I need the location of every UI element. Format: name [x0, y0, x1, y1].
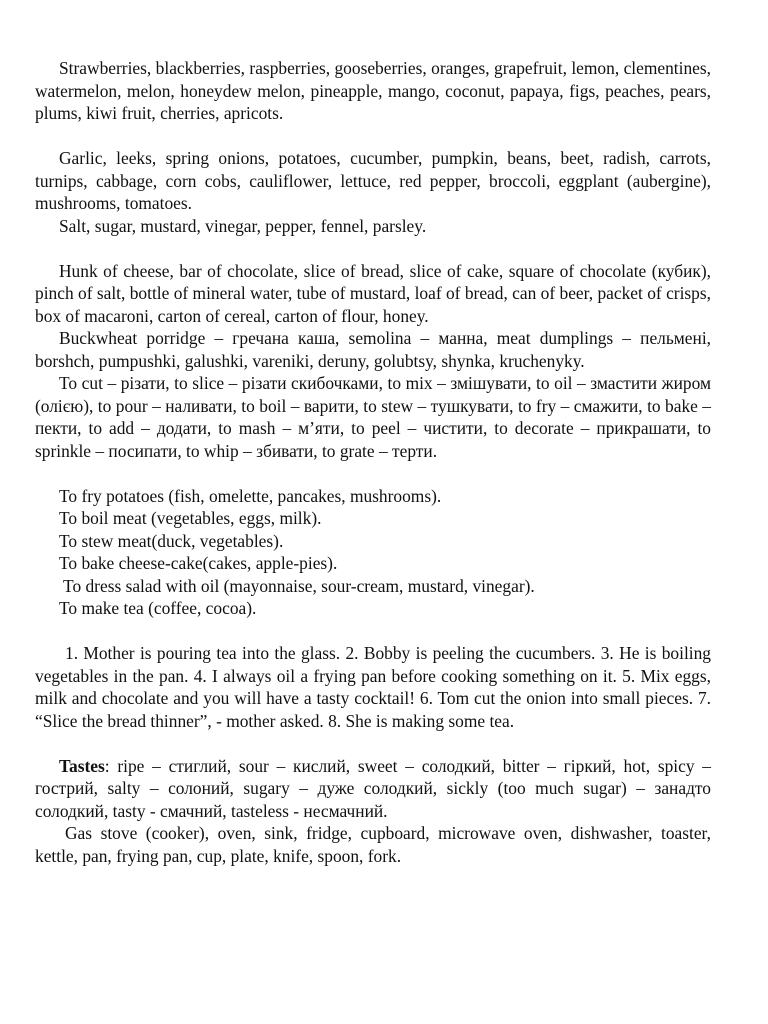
vegetables-paragraph: Garlic, leeks, spring onions, potatoes, cucumber, pumpkin, beans, beet, radish, carrots, turnips, cabbage, corn cobs, cauliflower, lettuce, red pepper, broccoli, eggplant (aubergine), mushrooms, tomatoes. — [35, 148, 711, 213]
phrase-line: To fry potatoes (fish, omelette, pancakes, mushrooms). — [59, 485, 442, 506]
seasonings-paragraph: Salt, sugar, mustard, vinegar, pepper, fennel, parsley. — [59, 215, 427, 236]
kitchen-paragraph: Gas stove (cooker), oven, sink, fridge, cupboard, microwave oven, dishwasher, toaster, kettle, pan, frying pan, cup, plate, knife, spoon, fork. — [35, 823, 711, 866]
phrase-line: To stew meat(duck, vegetables). — [59, 530, 284, 551]
document-page — [35, 57, 711, 867]
dishes-paragraph: Buckwheat porridge – гречана каша, semolina – манна, meat dumplings – пельмені, borshch, pumpushki, galushki, vareniki, deruny, golubtsy, shynka, kruchenyky. — [35, 328, 711, 371]
tastes-label: Tastes — [59, 755, 105, 776]
tastes-paragraph — [35, 755, 711, 823]
phrase-line: To dress salad with oil (mayonnaise, sour-cream, mustard, vinegar). — [59, 575, 535, 596]
spacer — [35, 237, 711, 260]
fruits-paragraph: Strawberries, blackberries, raspberries, gooseberries, oranges, grapefruit, lemon, clementines, watermelon, melon, honeydew melon, pineapple, mango, coconut, papaya, figs, peaches, pears, plums, kiwi fruit, cherries, apricots. — [35, 58, 711, 123]
quantities-paragraph: Hunk of cheese, bar of chocolate, slice of bread, slice of cake, square of chocolate (кубик), pinch of salt, bottle of mineral water, tube of mustard, loaf of bread, can of beer, packet of crisps, box of macaroni, carton of cereal, carton of flour, honey. — [35, 260, 711, 326]
tastes-text: : ripe – стиглий, sour – кислий, sweet – солодкий, bitter – гіркий, hot, spicy – гострий, salty – солоний, sugary – дуже солодкий, sickly (too much sugar) – занадто солодкий, tasty - смачний, tasteless - несмачний. — [35, 755, 711, 821]
phrase-line: To make tea (coffee, cocoa). — [59, 598, 257, 618]
phrase-line: To boil meat (vegetables, eggs, milk). — [59, 508, 322, 528]
spacer — [35, 125, 711, 148]
verbs-paragraph: To cut – різати, to slice – різати скибочками, to mix – змішувати, to oil – змастити жиром (олією), to pour – наливати, to boil – варити, to stew – тушкувати, to fry – смажити, to bake – пекти, to add – додати, to mash – м’яти, to peel – чистити, to decorate – прикрашати, to sprinkle – посипати, to whip – збивати, to grate – терти. — [35, 373, 711, 461]
spacer — [35, 620, 711, 643]
spacer — [35, 462, 711, 485]
phrase-line: To bake cheese-cake(cakes, apple-pies). — [59, 553, 338, 573]
spacer — [35, 732, 711, 755]
sentences-paragraph: 1. Mother is pouring tea into the glass. 2. Bobby is peeling the cucumbers. 3. He is boiling vegetables in the pan. 4. I always oil a frying pan before cooking something on it. 5. Mix eggs, milk and chocolate and you will have a tasty cocktail! 6. Tom cut the onion into small pieces. 7. “Slice the bread thinner”, - mother asked. 8. She is making some tea. — [35, 643, 711, 731]
